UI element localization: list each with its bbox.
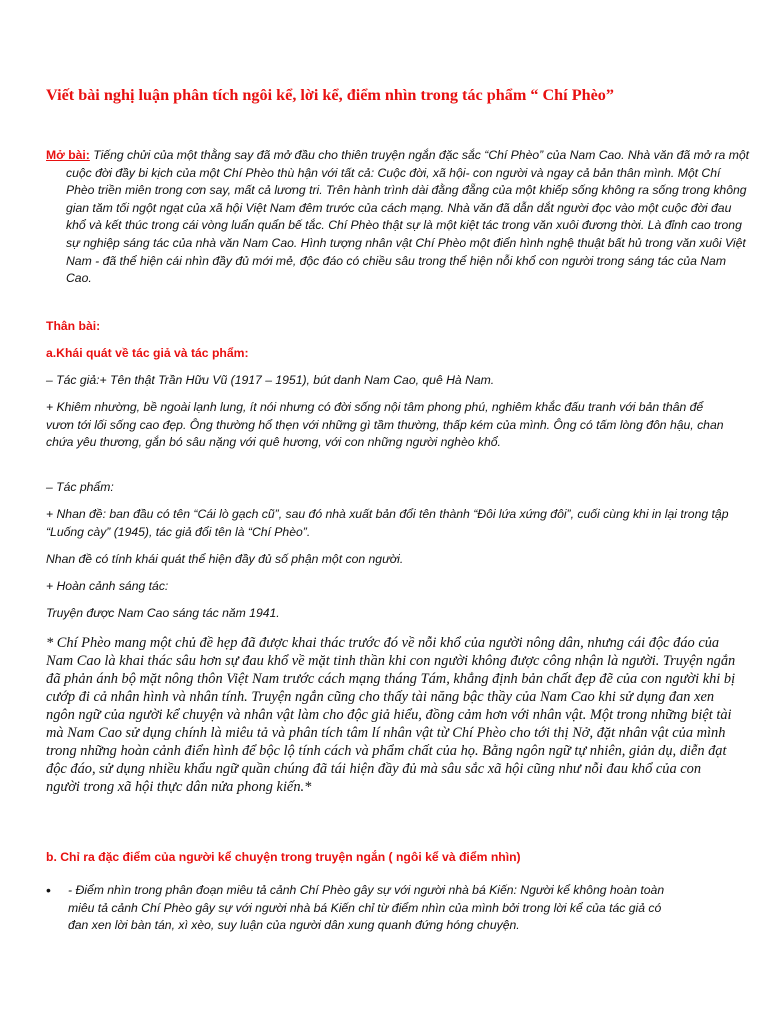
author-personality-paragraph: + Khiêm nhường, bề ngoài lạnh lung, ít nói nhưng có đời sống nội tâm phong phú, nghiêm khắc đấu tranh với bản thân để vươn tới lối sống cao đẹp. Ông thường hổ thẹn với những gì tầm thường, thấp kém của mình. Ông có tấm lòng đôn hậu, chan chứa yêu thương, gắn bó sâu nặng với quê hương, với con những người nghèo khổ. [46, 400, 724, 450]
context-label: + Hoàn cảnh sáng tác: [46, 579, 169, 593]
intro-paragraph [46, 147, 750, 288]
bullet-dot-icon: • [46, 882, 51, 898]
document-title: Viết bài nghị luận phân tích ngôi kể, lời kể, điểm nhìn trong tác phẩm “ Chí Phèo” [46, 86, 614, 104]
composition-year-line: Truyện được Nam Cao sáng tác năm 1941. [46, 606, 280, 620]
analysis-paragraph: * Chí Phèo mang một chủ đề hẹp đã được khai thác trước đó về nỗi khổ của người nông dân, nhưng cái độc đáo của Nam Cao là khai thác sâu hơn sự đau khổ về mặt tinh thần khi con người không được công nhận là người. Truyện ngắn đã phản ánh bộ mặt nông thôn Việt Nam trước cách mạng tháng Tám, khẳng định bản chất đẹp đẽ của con người khi bị cướp đi cả nhân hình và nhân tính. Truyện ngắn cũng cho thấy tài năng bậc thầy của Nam Cao khi sử dụng đan xen ngôn ngữ của người kể chuyện và nhân vật làm cho độc giả hiểu, đồng cảm hơn với nhân vật. Một trong những biệt tài mà Nam Cao sử dụng chính là miêu tả và phân tích tâm lí nhân vật từ Chí Phèo cho tới thị Nở, đặt nhân vật của mình trong những hoàn cảnh điển hình để bộc lộ tính cách và phẩm chất của họ. Bằng ngôn ngữ tự nhiên, giản dụ, diễn đạt độc đáo, sử dụng nhiều khẩu ngữ quần chúng đã tái hiện đầy đủ mà sâu sắc xã hội cũng như nỗi đau khổ của con người trong xã hội thực dân nửa phong kiến.* [46, 635, 736, 795]
bullet-item [46, 882, 736, 935]
body-heading: Thân bài: [46, 319, 101, 333]
author-line: – Tác giả:+ Tên thật Trần Hữu Vũ (1917 – 1951), bút danh Nam Cao, quê Hà Nam. [46, 373, 495, 387]
title-history-paragraph: + Nhan đề: ban đầu có tên “Cái lò gạch cũ”, sau đó nhà xuất bản đổi tên thành “Đôi lứa xứng đôi”, cuối cùng khi in lại trong tập “Luống cày” (1945), tác giả đổi tên là “Chí Phèo”. [46, 507, 729, 539]
title-meaning-line: Nhan đề có tính khái quát thể hiện đầy đủ số phận một con người. [46, 552, 404, 566]
intro-label: Mở bài: [46, 148, 90, 162]
intro-text: Tiếng chửi của một thằng say đã mở đầu cho thiên truyện ngắn đặc sắc “Chí Phèo” của Nam Cao. Nhà văn đã mở ra một cuộc đời đầy bi kịch của một Chí Phèo thù hận với tất cả: Cuộc đời, xã hội- con người và ngay cả bản thân mình. Một Chí Phèo triền miên trong cơn say, mất cả lương tri. Trên hành trình dài đằng đẵng của một khiếp sống không ra sống trong không gian tăm tối ngột ngạt của xã hội Việt Nam đêm trước của cách mạng. Nhà văn đã dẫn dắt người đọc vào một cuộc đời đau khổ và kết thúc trong cái vòng luẩn quẩn bế tắc. Chí Phèo thật sự là một kiệt tác trong văn xuôi đương thời. Là đỉnh cao trong sự nghiệp sáng tác của nhà văn Nam Cao. Hình tượng nhân vật Chí Phèo một điển hình nghệ thuật bất hủ trong văn xuôi Việt Nam - đã thể hiện cái nhìn đầy đủ mới mẻ, độc đáo có chiều sâu trong thể hiện nỗi khổ con người trong sáng tác của Nam Cao. [66, 148, 750, 286]
bullet-text: - Điểm nhìn trong phân đoạn miêu tả cảnh Chí Phèo gây sự với người nhà bá Kiến: Người kể không hoàn toàn miêu tả cảnh Chí Phèo gây sự với người nhà bá Kiến chỉ từ điểm nhìn của mình bởi trong lời kể của tác giả có đan xen lời bàn tán, xì xèo, suy luận của người dân xung quanh đứng hóng chuyện. [68, 883, 665, 933]
work-label: – Tác phẩm: [46, 480, 114, 494]
section-a-heading: a.Khái quát về tác giả và tác phẩm: [46, 346, 249, 360]
section-b-heading: b. Chỉ ra đặc điểm của người kể chuyện trong truyện ngắn ( ngôi kể và điểm nhìn) [46, 850, 521, 864]
